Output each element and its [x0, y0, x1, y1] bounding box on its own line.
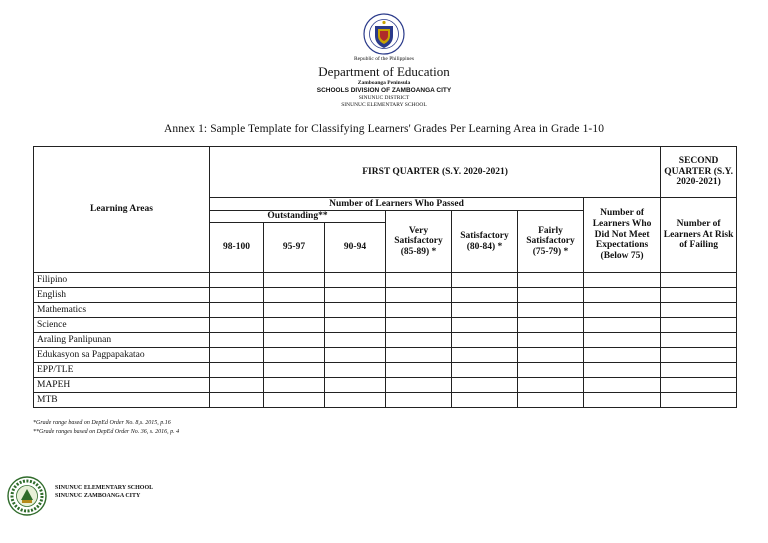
subject-label: Edukasyon sa Pagpapakatao — [34, 348, 210, 363]
grade-cell — [584, 348, 661, 363]
grade-cell — [386, 318, 452, 333]
table-row — [34, 348, 737, 363]
fairly-satisfactory-header: Fairly Satisfactory (75-79) * — [518, 211, 584, 273]
grade-cell — [210, 363, 264, 378]
grade-cell — [661, 303, 737, 318]
grade-cell — [386, 393, 452, 408]
grade-cell — [264, 348, 325, 363]
grade-cell — [518, 378, 584, 393]
school-logo — [7, 476, 47, 516]
grade-cell — [264, 363, 325, 378]
grade-cell — [210, 378, 264, 393]
grade-cell — [661, 363, 737, 378]
grade-cell — [210, 288, 264, 303]
grade-cell — [264, 378, 325, 393]
grade-cell — [386, 303, 452, 318]
grade-cell — [584, 273, 661, 288]
grade-cell — [584, 318, 661, 333]
grade-cell — [325, 333, 386, 348]
department-title: Department of Education — [318, 64, 450, 79]
grade-cell — [518, 393, 584, 408]
range-90-94-header: 90-94 — [325, 223, 386, 273]
table-row — [34, 378, 737, 393]
at-risk-header: Number of Learners At Risk of Failing — [661, 198, 737, 273]
grade-cell — [210, 303, 264, 318]
grade-cell — [325, 378, 386, 393]
grade-cell — [584, 363, 661, 378]
grade-cell — [386, 378, 452, 393]
grade-cell — [452, 378, 518, 393]
passed-header: Number of Learners Who Passed — [210, 198, 584, 211]
grade-cell — [661, 378, 737, 393]
grade-cell — [518, 363, 584, 378]
grade-cell — [584, 333, 661, 348]
region-text: Zamboanga Peninsula — [357, 80, 411, 86]
satisfactory-header: Satisfactory (80-84) * — [452, 211, 518, 273]
grade-cell — [518, 333, 584, 348]
subject-label: MAPEH — [34, 378, 210, 393]
grade-cell — [264, 393, 325, 408]
table-row — [34, 288, 737, 303]
grade-cell — [210, 348, 264, 363]
annex-title: Annex 1: Sample Template for Classifying Learners' Grades Per Learning Area in Grade 1-10 — [163, 123, 605, 135]
not-meet-header: Number of Learners Who Did Not Meet Expectations (Below 75) — [584, 198, 661, 273]
grade-cell — [452, 393, 518, 408]
grade-cell — [452, 303, 518, 318]
grade-cell — [264, 318, 325, 333]
grade-cell — [386, 273, 452, 288]
grade-cell — [325, 348, 386, 363]
grade-cell — [264, 333, 325, 348]
grade-cell — [584, 288, 661, 303]
subject-label: English — [34, 288, 210, 303]
grade-cell — [584, 393, 661, 408]
grade-cell — [386, 288, 452, 303]
table-row — [34, 363, 737, 378]
subject-label: Science — [34, 318, 210, 333]
grade-cell — [264, 303, 325, 318]
grade-cell — [518, 303, 584, 318]
subject-rows — [34, 273, 737, 408]
grade-cell — [325, 288, 386, 303]
grade-cell — [325, 318, 386, 333]
grade-cell — [518, 273, 584, 288]
grade-cell — [452, 333, 518, 348]
table-row — [34, 318, 737, 333]
grades-table — [33, 146, 737, 408]
subject-label: Mathematics — [34, 303, 210, 318]
table-row — [34, 393, 737, 408]
footnotes — [33, 419, 179, 437]
table-row — [34, 333, 737, 348]
grade-cell — [452, 363, 518, 378]
grade-cell — [661, 333, 737, 348]
grade-cell — [210, 393, 264, 408]
footnote-2: **Grade ranges based on DepEd Order No. 36, s. 2016, p. 4 — [33, 429, 180, 435]
grade-cell — [518, 288, 584, 303]
learning-areas-header: Learning Areas — [34, 147, 210, 273]
grade-cell — [264, 288, 325, 303]
very-satisfactory-header: Very Satisfactory (85-89) * — [386, 211, 452, 273]
grade-cell — [325, 363, 386, 378]
subject-label: Araling Panlipunan — [34, 333, 210, 348]
republic-text: Republic of the Philippines — [353, 56, 415, 62]
grade-cell — [210, 333, 264, 348]
subject-label: MTB — [34, 393, 210, 408]
subject-label: Filipino — [34, 273, 210, 288]
footer-school-name: SINUNUC ELEMENTARY SCHOOL — [55, 485, 154, 491]
deped-seal-logo — [363, 13, 405, 55]
grade-cell — [661, 348, 737, 363]
range-95-97-header: 95-97 — [264, 223, 325, 273]
range-98-100-header: 98-100 — [210, 223, 264, 273]
grade-cell — [325, 273, 386, 288]
grade-cell — [518, 318, 584, 333]
grade-cell — [210, 273, 264, 288]
grade-cell — [264, 273, 325, 288]
first-quarter-header: FIRST QUARTER (S.Y. 2020-2021) — [210, 147, 661, 198]
grade-cell — [584, 303, 661, 318]
footer-school-address: SINUNUC ZAMBOANGA CITY — [55, 493, 141, 499]
grade-cell — [386, 333, 452, 348]
grade-cell — [386, 348, 452, 363]
district-text: SINUNUC DISTRICT — [358, 95, 410, 101]
grade-cell — [661, 288, 737, 303]
grade-cell — [661, 273, 737, 288]
subject-label: EPP/TLE — [34, 363, 210, 378]
second-quarter-header: SECOND QUARTER (S.Y. 2020-2021) — [661, 147, 737, 198]
grade-cell — [452, 288, 518, 303]
grade-cell — [661, 318, 737, 333]
grade-cell — [584, 378, 661, 393]
division-text: SCHOOLS DIVISION OF ZAMBOANGA CITY — [316, 87, 452, 94]
grade-cell — [452, 348, 518, 363]
grade-cell — [452, 318, 518, 333]
grade-cell — [661, 393, 737, 408]
grade-cell — [325, 303, 386, 318]
school-text: SINUNUC ELEMENTARY SCHOOL — [341, 102, 427, 108]
grade-cell — [452, 273, 518, 288]
grade-cell — [386, 363, 452, 378]
footnote-1: *Grade range based on DepEd Order No. 8,s. 2015, p.16 — [33, 420, 171, 426]
grade-cell — [210, 318, 264, 333]
grade-cell — [325, 393, 386, 408]
footer-school-info — [55, 484, 153, 500]
table-row — [34, 303, 737, 318]
table-row — [34, 273, 737, 288]
outstanding-header: Outstanding** — [210, 211, 386, 223]
grade-cell — [518, 348, 584, 363]
